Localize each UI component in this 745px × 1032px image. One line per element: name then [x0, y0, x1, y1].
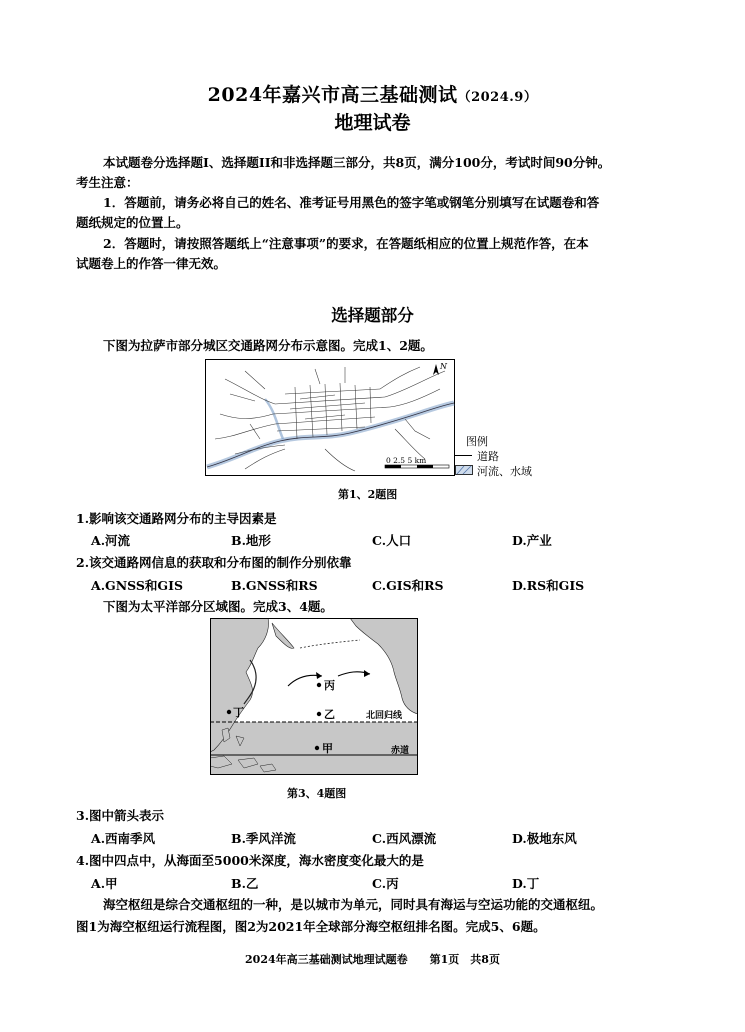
q3-option-c[interactable]: C.西风漂流 [372, 831, 437, 846]
point-bing-label: 丙 [324, 679, 335, 692]
legend-road: 道路 [477, 450, 499, 463]
section-title: 选择题部分 [331, 306, 414, 325]
page-footer: 2024年高三基础测试地理试题卷 第1页 共8页 [245, 953, 500, 966]
q2-option-c[interactable]: C.GIS和RS [372, 578, 444, 593]
group3-line1: 海空枢纽是综合交通枢纽的一种，是以城市为单元，同时具有海运与空运功能的交通枢纽。 [103, 897, 604, 912]
q4-option-b[interactable]: B.乙 [231, 876, 259, 891]
q3-option-a[interactable]: A.西南季风 [91, 831, 156, 846]
legend-road-line [455, 455, 472, 456]
q3-stem: 3.图中箭头表示 [76, 808, 165, 823]
legend-water-swatch [455, 465, 473, 475]
north-label: N [440, 362, 447, 371]
q4-stem: 4.图中四点中，从海面至5000米深度，海水密度变化最大的是 [76, 853, 424, 868]
point-ding-label: 丁 [233, 706, 244, 719]
instructions-line1: 本试题卷分选择题I、选择题II和非选择题三部分，共8页，满分100分，考试时间90分钟。 [103, 155, 611, 170]
exam-date: （2024.9） [457, 90, 538, 105]
q4-option-a[interactable]: A.甲 [91, 876, 118, 891]
exam-subtitle: 地理试卷 [334, 112, 411, 134]
q1-stem: 1.影响该交通路网分布的主导因素是 [76, 511, 277, 526]
q4-option-d[interactable]: D.丁 [512, 876, 540, 891]
q2-option-a[interactable]: A.GNSS和GIS [91, 578, 183, 593]
equator-label: 赤道 [391, 746, 410, 756]
group2-intro: 下图为太平洋部分区域图。完成3、4题。 [103, 599, 333, 614]
notice-item1-a: 1．答题前，请务必将自己的姓名、准考证号用黑色的签字笔或钢笔分别填写在试题卷和答 [103, 195, 600, 210]
lhasa-road-map [205, 359, 455, 476]
point-yi-marker [317, 712, 321, 716]
group3-line2: 图1为海空枢纽运行流程图，图2为2021年全球部分海空枢纽排名图。完成5、6题。 [76, 919, 546, 934]
tropic-label: 北回归线 [366, 711, 403, 721]
notice-item2-b: 试题卷上的作答一律无效。 [76, 256, 227, 271]
exam-title-text: 2024年嘉兴市高三基础测试 [207, 84, 458, 106]
q3-option-d[interactable]: D.极地东风 [512, 831, 577, 846]
point-ding-marker [227, 710, 231, 714]
notice-item1-b: 题纸规定的位置上。 [76, 215, 189, 230]
figure1-caption: 第1、2题图 [338, 488, 398, 501]
q2-option-b[interactable]: B.GNSS和RS [231, 578, 318, 593]
notice-title: 考生注意： [76, 175, 139, 190]
point-bing-marker [317, 683, 321, 687]
q2-stem: 2.该交通路网信息的获取和分布图的制作分别依靠 [76, 555, 352, 570]
q3-option-b[interactable]: B.季风洋流 [231, 831, 296, 846]
legend-title: 图例 [466, 435, 488, 448]
pacific-map [210, 618, 418, 775]
q1-option-d[interactable]: D.产业 [512, 533, 552, 548]
equatorial-band [210, 755, 418, 775]
point-yi-label: 乙 [324, 708, 335, 721]
q2-option-d[interactable]: D.RS和GIS [512, 578, 585, 593]
point-jia-label: 甲 [322, 742, 333, 755]
q4-option-c[interactable]: C.丙 [372, 876, 399, 891]
scale-label: 0 2.5 5 km [386, 456, 427, 465]
figure2-caption: 第3、4题图 [287, 787, 347, 800]
q1-option-c[interactable]: C.人口 [372, 533, 412, 548]
legend-water: 河流、水域 [477, 465, 532, 478]
point-jia-marker [315, 746, 319, 750]
exam-title [0, 80, 745, 107]
q1-option-b[interactable]: B.地形 [231, 533, 271, 548]
q1-option-a[interactable]: A.河流 [91, 533, 131, 548]
group1-intro: 下图为拉萨市部分城区交通路网分布示意图。完成1、2题。 [103, 338, 433, 353]
notice-item2-a: 2．答题时，请按照答题纸上“注意事项”的要求，在答题纸相应的位置上规范作答，在本 [103, 236, 589, 251]
